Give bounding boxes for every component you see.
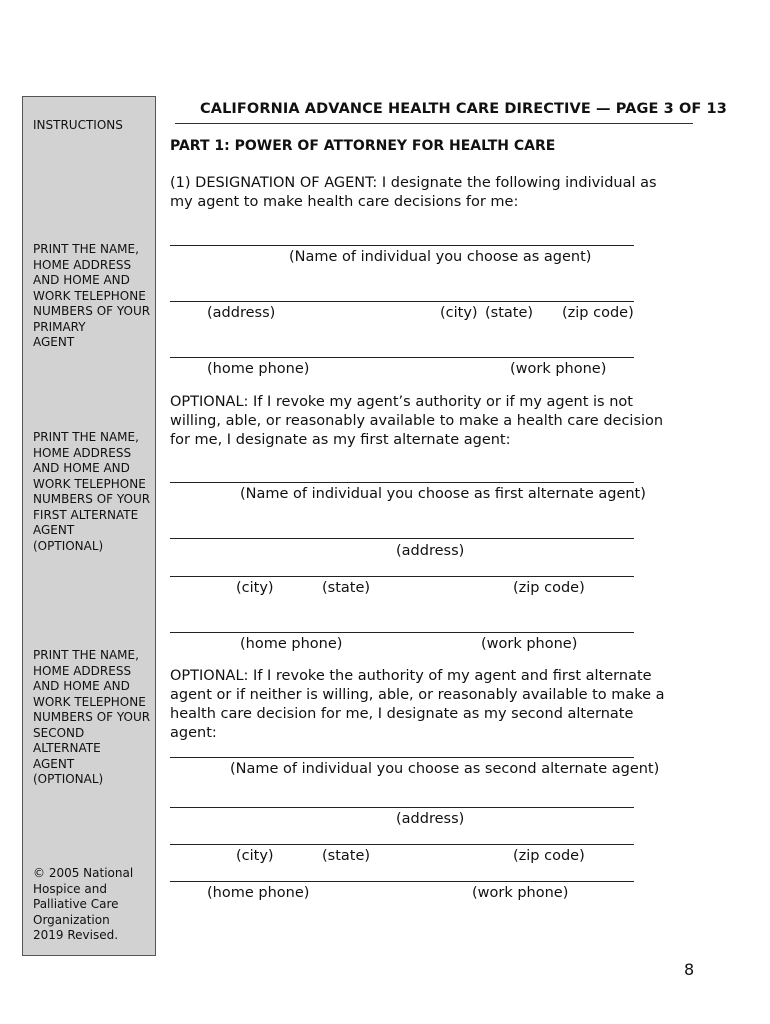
page-number: 8 xyxy=(684,960,695,979)
first-alt-name-line[interactable] xyxy=(170,482,634,483)
first-alt-zip-caption: (zip code) xyxy=(513,580,585,596)
primary-zip-caption: (zip code) xyxy=(562,305,634,321)
second-alt-name-line[interactable] xyxy=(170,757,634,758)
primary-phone-line[interactable] xyxy=(170,357,634,358)
second-alt-zip-caption: (zip code) xyxy=(513,848,585,864)
primary-address-caption: (address) xyxy=(207,305,276,321)
first-alt-work-phone-caption: (work phone) xyxy=(481,636,578,652)
part-heading: PART 1: POWER OF ATTORNEY FOR HEALTH CARE xyxy=(170,138,556,154)
first-alt-home-phone-caption: (home phone) xyxy=(240,636,343,652)
copyright-notice: © 2005 National Hospice and Palliative Care Organization 2019 Revised. xyxy=(33,866,134,942)
first-alt-phone-line[interactable] xyxy=(170,632,634,633)
first-alt-address-line[interactable] xyxy=(170,538,634,539)
second-alt-city-line[interactable] xyxy=(170,844,634,845)
page-title: CALIFORNIA ADVANCE HEALTH CARE DIRECTIVE — PAGE 3 OF 13 xyxy=(200,101,727,117)
second-alt-city-caption: (city) xyxy=(236,848,274,864)
second-alternate-instructions: PRINT THE NAME, HOME ADDRESS AND HOME AND WORK TELEPHONE NUMBERS OF YOUR SECOND ALTERNATE AGENT (OPTIONAL) xyxy=(33,648,151,786)
second-alt-state-caption: (state) xyxy=(322,848,371,864)
second-alt-work-phone-caption: (work phone) xyxy=(472,885,569,901)
second-alt-phone-line[interactable] xyxy=(170,881,634,882)
first-alt-city-line[interactable] xyxy=(170,576,634,577)
primary-city-caption: (city) xyxy=(440,305,478,321)
first-alt-city-caption: (city) xyxy=(236,580,274,596)
instructions-heading: INSTRUCTIONS xyxy=(33,118,123,132)
first-alt-state-caption: (state) xyxy=(322,580,371,596)
second-alt-address-line[interactable] xyxy=(170,807,634,808)
instructions-sidebar xyxy=(22,96,156,956)
first-alt-address-caption: (address) xyxy=(396,543,465,559)
primary-home-phone-caption: (home phone) xyxy=(207,361,310,377)
primary-address-line[interactable] xyxy=(170,301,634,302)
primary-agent-instructions: PRINT THE NAME, HOME ADDRESS AND HOME AND WORK TELEPHONE NUMBERS OF YOUR PRIMARY AGENT xyxy=(33,242,151,349)
second-alt-name-caption: (Name of individual you choose as second alternate agent) xyxy=(230,761,660,777)
primary-work-phone-caption: (work phone) xyxy=(510,361,607,377)
title-underline xyxy=(175,123,693,124)
primary-state-caption: (state) xyxy=(485,305,534,321)
primary-name-caption: (Name of individual you choose as agent) xyxy=(289,249,592,265)
first-alt-name-caption: (Name of individual you choose as first alternate agent) xyxy=(240,486,646,502)
second-alt-home-phone-caption: (home phone) xyxy=(207,885,310,901)
primary-name-line[interactable] xyxy=(170,245,634,246)
first-optional-paragraph: OPTIONAL: If I revoke my agent’s authority or if my agent is not willing, able, or reasonably available to make a health care decision for me, I designate as my first alternate agent: xyxy=(170,394,664,448)
designation-paragraph: (1) DESIGNATION OF AGENT: I designate the following individual as my agent to make health care decisions for me: xyxy=(170,175,657,210)
first-alternate-instructions: PRINT THE NAME, HOME ADDRESS AND HOME AND WORK TELEPHONE NUMBERS OF YOUR FIRST ALTERNATE AGENT (OPTIONAL) xyxy=(33,430,151,553)
second-optional-paragraph: OPTIONAL: If I revoke the authority of my agent and first alternate agent or if neither is willing, able, or reasonably available to make a health care decision for me, I designate as my second alternate agent: xyxy=(170,668,665,741)
second-alt-address-caption: (address) xyxy=(396,811,465,827)
